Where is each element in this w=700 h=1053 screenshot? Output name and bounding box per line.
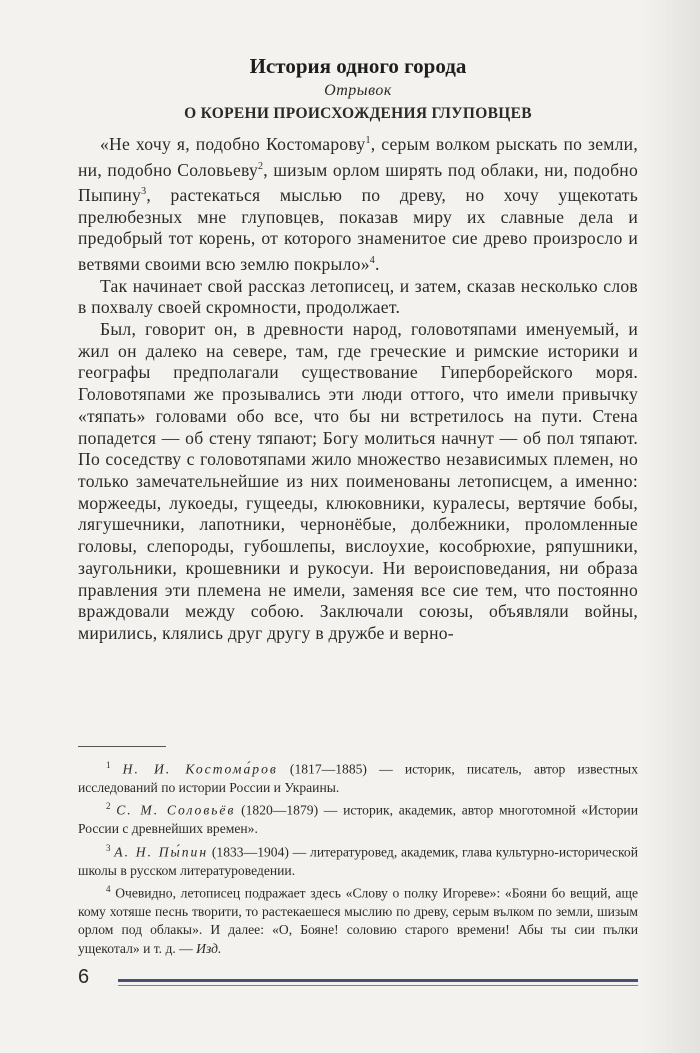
footnote-marker: 4	[369, 255, 375, 267]
footnote-1: $^1$ Н. И. Костома́ров (1817—1885) — историк, писатель, автор известных исследований по истории России и Украины.	[78, 760, 638, 795]
footnote-person-name: Н. И. Костома́ров	[122, 761, 278, 777]
footnote-marker: 2	[258, 160, 264, 172]
footnote-number: 2	[106, 801, 111, 812]
paragraph-1: «Не хочу я, подобно Костомарову$^1$, серым волком рыскать по земли, ни, подобно Соловьеву$^2$, шизым орлом ширять под облаки, ни, подобно Пыпину$^3$, растекаться мыслью по древу, но хочу ущекотать прелюбезных мне глуповцев, показав миру их славные дела и предобрый тот корень, от которого знаменитое сие древо произросло и ветвями своими всю землю покрыло»$^4$.	[78, 133, 638, 274]
section-title: О КОРЕНИ ПРОИСХОЖДЕНИЯ ГЛУПОВЦЕВ	[184, 105, 532, 122]
footnote-2: $^2$ С. М. Соловьёв (1820—1879) — историк, академик, автор многотомной «Истории России с древнейших времен».	[78, 801, 638, 837]
paragraph-3: Был, говорит он, в древности народ, головотяпами именуемый, и жил он далеко на севере, там, где греческие и римские историки и географы предполагали существование Гиперборейского моря. Головотяпами же прозывались эти люди оттого, что имели привычку «тяпать» головами обо все, что бы ни встретилось на пути. Стена попадется — об стену тяпают; Богу молиться начнут — об пол тяпают. По соседству с головотяпами жило множество независимых племен, но только замечательнейшие из них поименованы летописцем, а именно: моржееды, лукоеды, гущееды, клюковники, куралесы, вертячие бобы, лягушечники, лапотники, чернонёбые, долбежники, проломленные головы, слепороды, губошлепы, вислоухие, кособрюхие, ряпушники, заугольники, крошевники и рукосуи. Ни вероисповедания, ни образа правления эти племена не имели, заменяя все сие тем, что постоянно враждовали между собою. Заключали союзы, объявляли войны, мирились, клялись друг другу в дружбе и верно-	[78, 319, 638, 643]
body-text	[78, 130, 638, 645]
page-subtitle: Отрывок	[324, 82, 392, 99]
page-number: 6	[78, 966, 90, 988]
paragraph-2: Так начинает свой рассказ летописец, и затем, сказав несколько слов в похвалу своей скромности, продолжает.	[78, 275, 638, 318]
footer-rule-thin	[118, 985, 638, 986]
footer-rule-thick	[118, 979, 638, 982]
footnote-marker: 3	[141, 186, 147, 198]
page-title: История одного города	[249, 54, 467, 78]
footnote-number: 3	[106, 842, 111, 853]
footnote-number: 4	[106, 884, 111, 895]
footnote-person-name: С. М. Соловьёв	[116, 802, 236, 818]
footnote-person-name: А. Н. Пы́пин	[114, 844, 209, 860]
main-text-block	[78, 52, 638, 645]
footnote-3: $^3$ А. Н. Пы́пин (1833—1904) — литературовед, академик, глава культурно-исторической школы в русском литературоведении.	[78, 842, 638, 878]
footnote-marker: 1	[365, 135, 371, 146]
footnote-number: 1	[106, 760, 111, 770]
footnotes	[78, 756, 638, 958]
footnote-divider	[78, 746, 166, 747]
footnote-4: $^4$ Очевидно, летописец подражает здесь «Слову о полку Игореве»: «Бояни бо вещий, аще кому хотяше песнь творити, то растекаешеся мыслию по древу, серым вълком по земли, шизым орлом под облакы». И далее: «О, Бояне! соловию старого времени! Абы ты сии пълки ущекотал» и т. д. — Изд.	[78, 884, 638, 956]
footnote-publisher-note: Изд.	[196, 940, 222, 956]
